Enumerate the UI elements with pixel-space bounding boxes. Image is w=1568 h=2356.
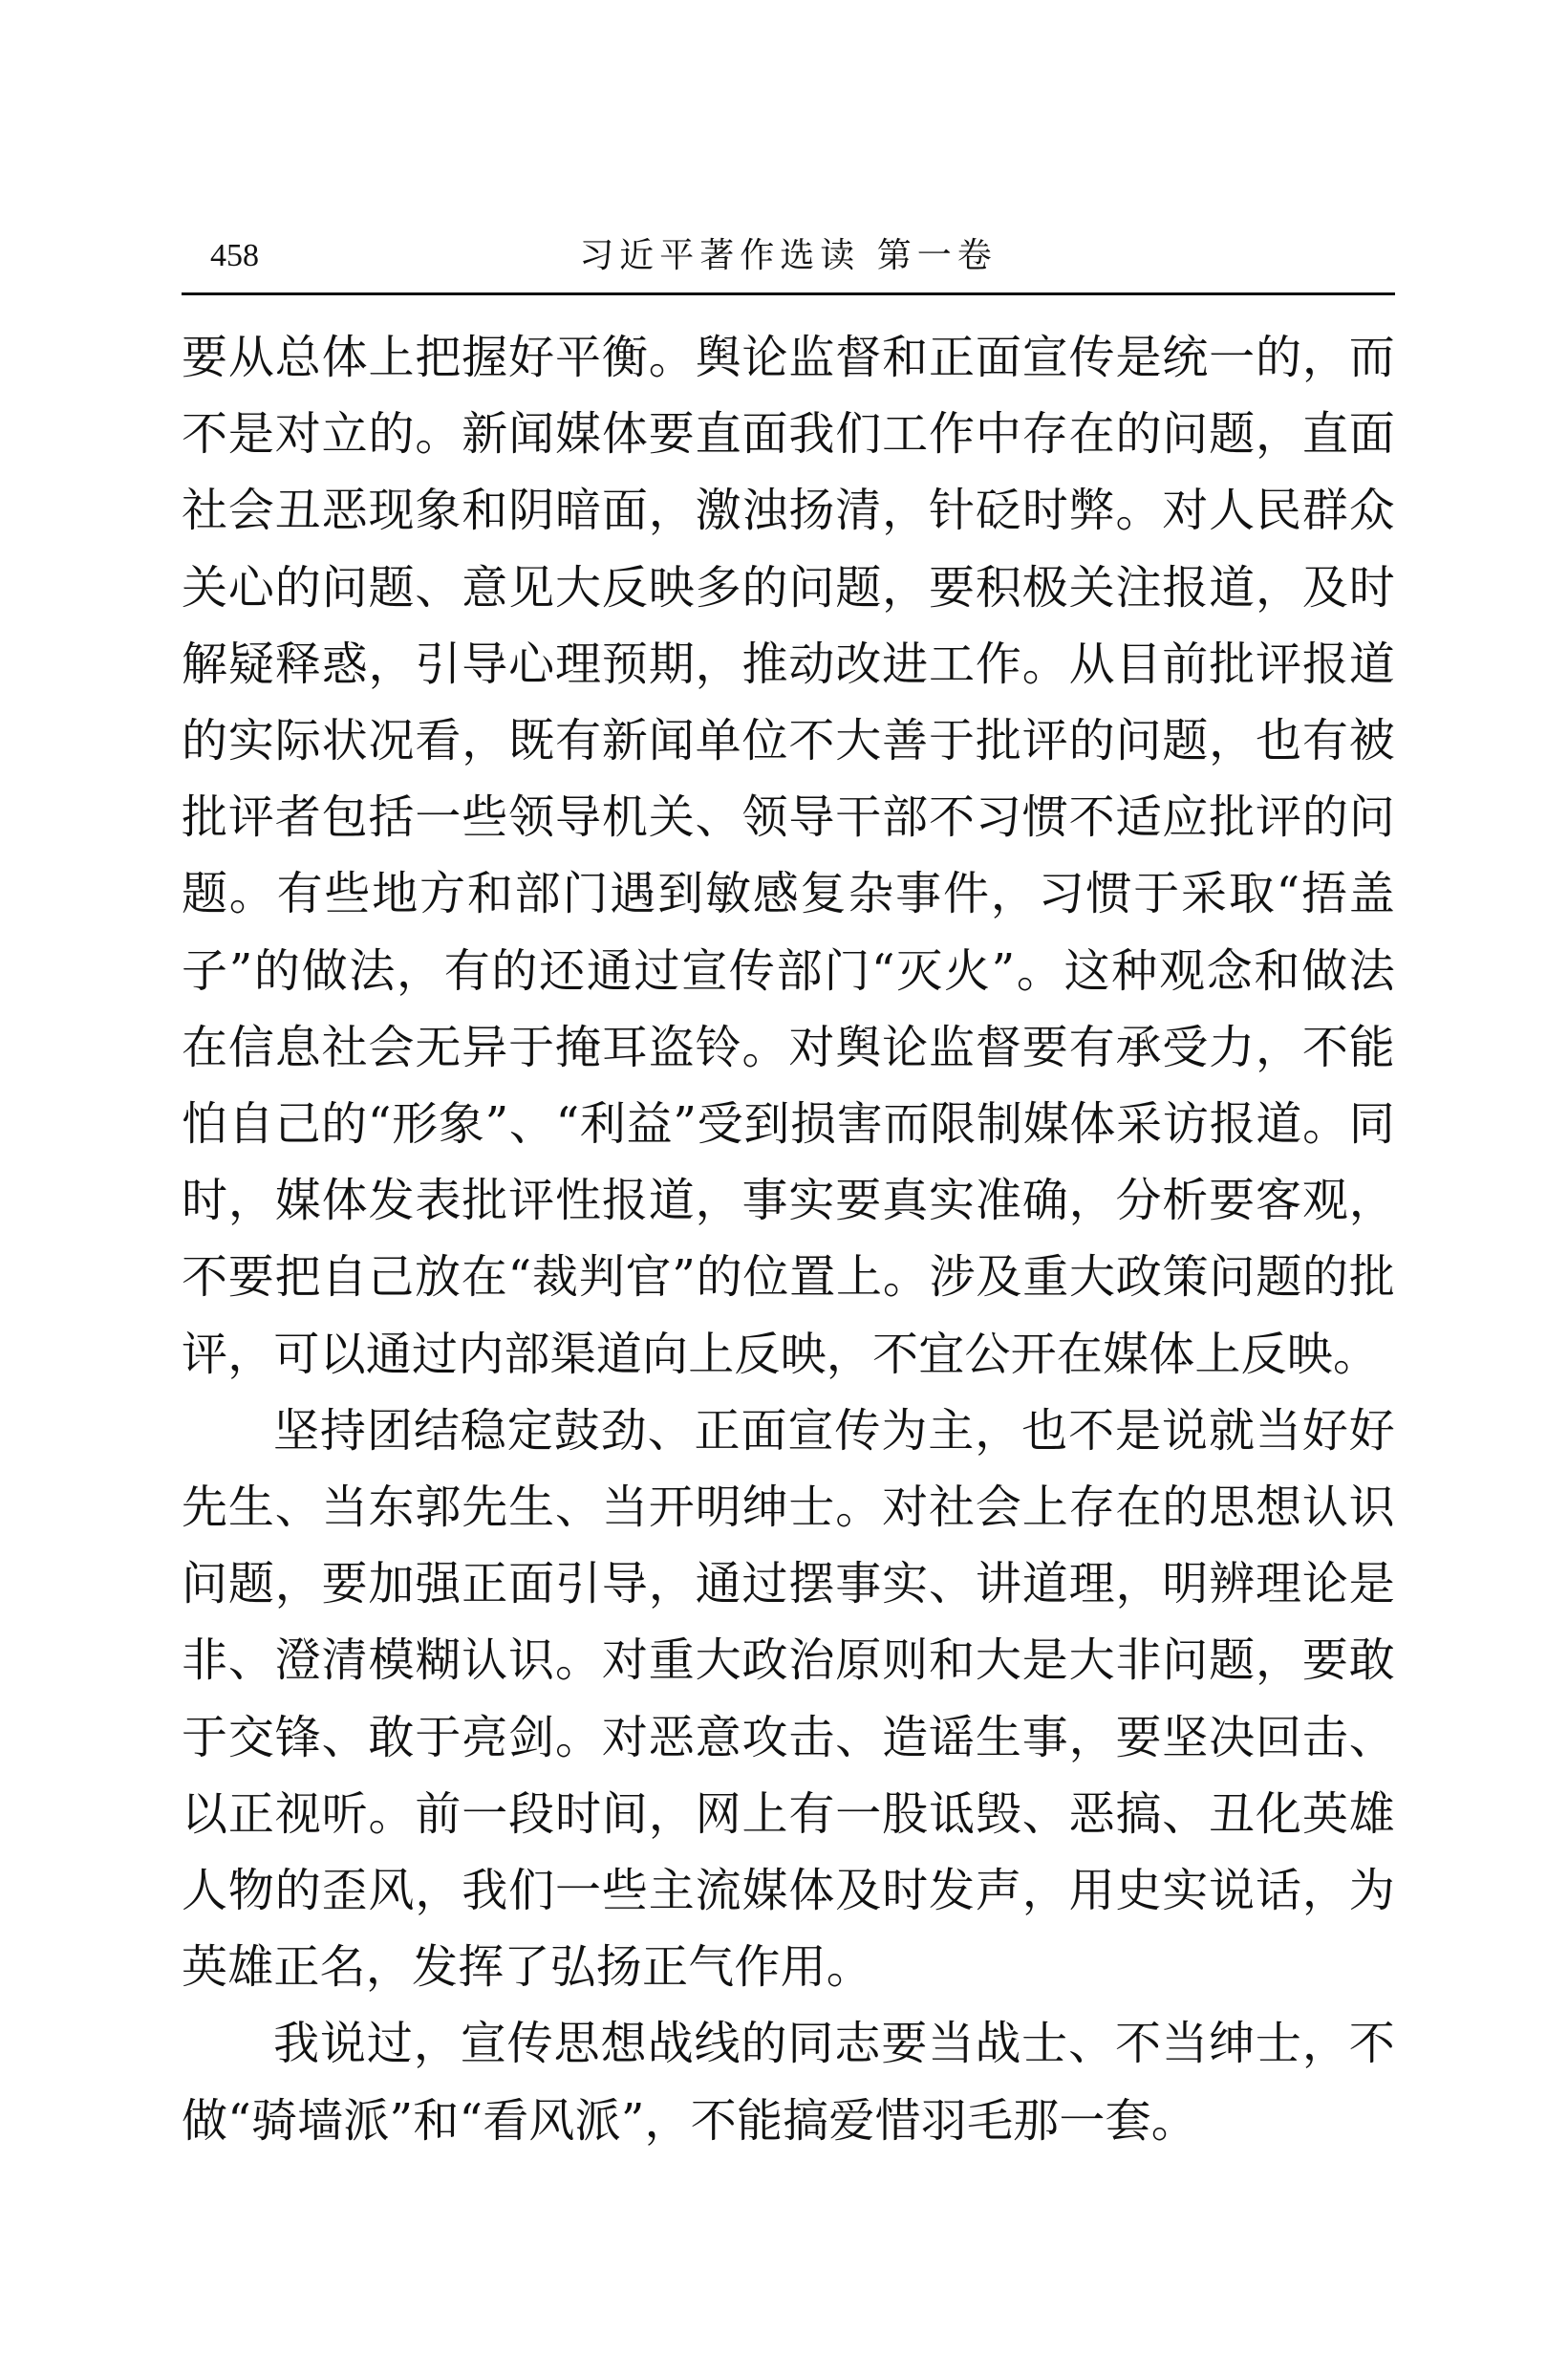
paragraph-3: 我说过，宣传思想战线的同志要当战士、不当绅士，不做“骑墙派”和“看风派”，不能搞爱惜羽毛那一套。: [182, 2017, 1395, 2148]
paragraph-1: 要从总体上把握好平衡。舆论监督和正面宣传是统一的，而不是对立的。新闻媒体要直面我们工作中存在的问题，直面社会丑恶现象和阴暗面，激浊扬清，针砭时弊。对人民群众关心的问题、意见大反映多的问题，要积极关注报道，及时解疑释惑，引导心理预期，推动改进工作。从目前批评报道的实际状况看，既有新闻单位不大善于批评的问题，也有被批评者包括一些领导机关、领导干部不习惯不适应批评的问题。有些地方和部门遇到敏感复杂事件，习惯于采取“捂盖子”的做法，有的还通过宣传部门“灭火”。这种观念和做法在信息社会无异于掩耳盗铃。对舆论监督要有承受力，不能怕自己的“形象”、“利益”受到损害而限制媒体采访报道。同时，媒体发表批评性报道，事实要真实准确，分析要客观，不要把自己放在“裁判官”的位置上。涉及重大政策问题的批评，可以通过内部渠道向上反映，不宜公开在媒体上反映。: [182, 331, 1395, 1381]
paragraph-2: 坚持团结稳定鼓劲、正面宣传为主，也不是说就当好好先生、当东郭先生、当开明绅士。对社会上存在的思想认识问题，要加强正面引导，通过摆事实、讲道理，明辨理论是非、澄清模糊认识。对重大政治原则和大是大非问题，要敢于交锋、敢于亮剑。对恶意攻击、造谣生事，要坚决回击、以正视听。前一段时间，网上有一股诋毁、恶搞、丑化英雄人物的歪风，我们一些主流媒体及时发声，用史实说话，为英雄正名，发挥了弘扬正气作用。: [182, 1403, 1395, 1995]
page-number: 458: [210, 238, 259, 273]
running-head: [182, 227, 1395, 285]
book-title: 习近平著作选读 第一卷: [579, 236, 998, 275]
body-text: [182, 319, 1395, 2159]
header-rule: [182, 292, 1395, 295]
